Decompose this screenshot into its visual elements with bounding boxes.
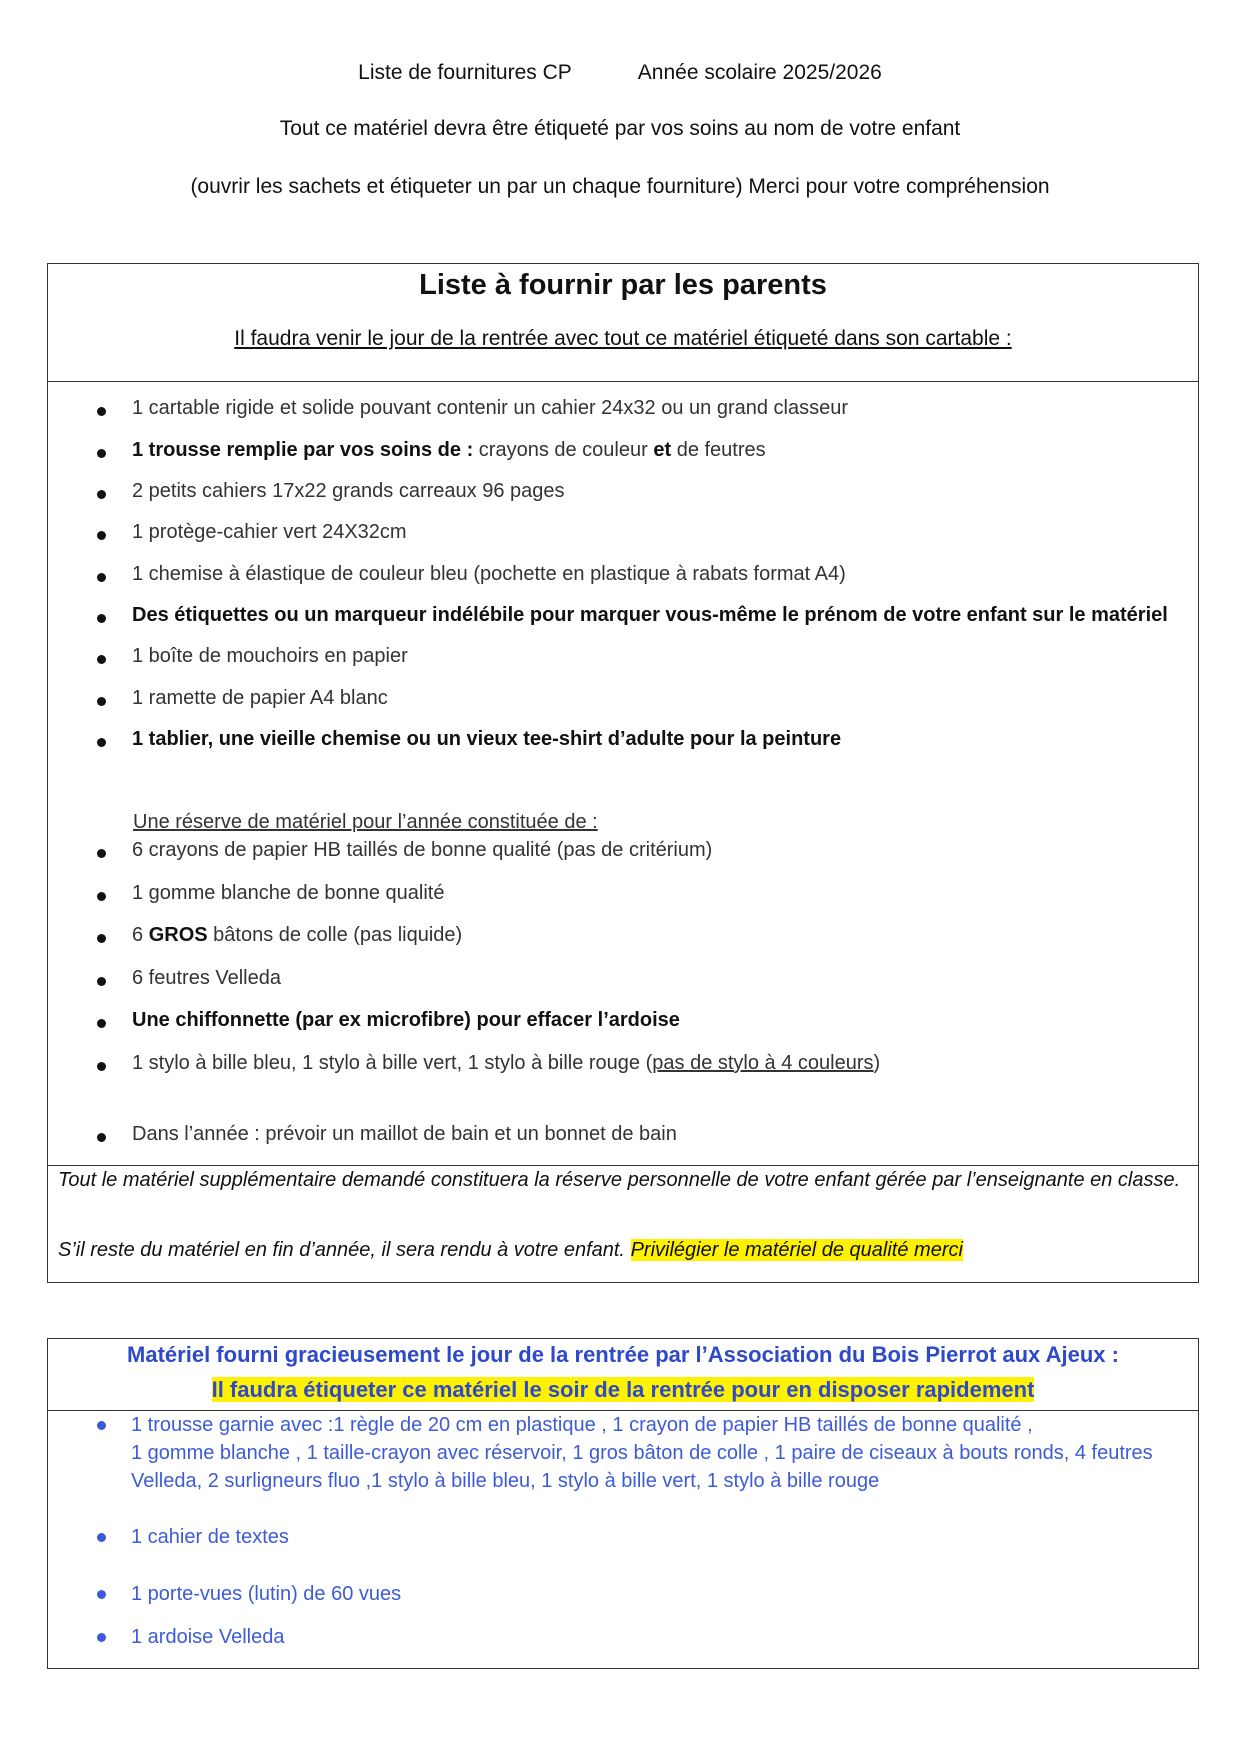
quality-note: S’il reste du matériel en fin d’année, il sera rendu à votre enfant. Privilégier le matériel de qualité merci [58,1239,963,1261]
school-year: Année scolaire 2025/2026 [637,61,882,84]
bullet [97,573,106,582]
list-item: 1 ramette de papier A4 blanc [85,687,388,710]
list-item: 1 boîte de mouchoirs en papier [85,645,408,668]
association-subtitle: Il faudra étiqueter ce matériel le soir de la rentrée pour en disposer rapidement [211,1377,1035,1402]
list-item: 6 feutres Velleda [85,967,281,990]
association-title: Matériel fourni gracieusement le jour de la rentrée par l’Association du Bois Pierrot aux Ajeux : [127,1342,1119,1367]
bullet [97,449,106,458]
list-item: Dans l’année : prévoir un maillot de bain et un bonnet de bain [85,1123,677,1146]
parents-subtitle: Il faudra venir le jour de la rentrée avec tout ce matériel étiqueté dans son cartable : [234,327,1012,350]
bullet [97,1421,106,1430]
parents-title: Liste à fournir par les parents [419,269,827,301]
highlight-text: Privilégier le matériel de qualité merci [630,1239,963,1261]
header-line-3: (ouvrir les sachets et étiqueter un par un chaque fourniture) Merci pour votre compréhension [190,175,1050,198]
bullet [97,1533,106,1542]
list-item: 6 crayons de papier HB taillés de bonne qualité (pas de critérium) [85,839,712,862]
list-item: 1 porte-vues (lutin) de 60 vues [85,1580,401,1608]
list-item: 1 trousse remplie par vos soins de : crayons de couleur et de feutres [85,439,766,462]
association-box [47,1338,1199,1669]
list-item: Une chiffonnette (par ex microfibre) pour effacer l’ardoise [85,1009,680,1032]
bullet [97,531,106,540]
divider [48,381,1198,382]
bullet [97,1590,106,1599]
list-item: 1 chemise à élastique de couleur bleu (pochette en plastique à rabats format A4) [85,563,846,586]
list-item: Des étiquettes ou un marqueur indélébile pour marquer vous-même le prénom de votre enfant sur le matériel [85,604,1168,627]
bullet [97,977,106,986]
list-item: 1 protège-cahier vert 24X32cm [85,521,407,544]
bullet [97,490,106,499]
reserve-note: Tout le matériel supplémentaire demandé constituera la réserve personnelle de votre enfant gérée par l’enseignante en classe. [58,1169,1181,1191]
bullet [97,934,106,943]
bullet [97,1133,106,1142]
header-line-1 [0,61,1240,85]
header-line-2: Tout ce matériel devra être étiqueté par vos soins au nom de votre enfant [279,117,961,140]
list-title: Liste de fournitures CP [358,61,572,84]
bullet [97,892,106,901]
bullet [97,738,106,747]
list-item: 6 GROS bâtons de colle (pas liquide) [85,924,462,947]
list-item: 1 gomme blanche de bonne qualité [85,882,444,905]
list-item: 1 cartable rigide et solide pouvant contenir un cahier 24x32 ou un grand classeur [85,397,848,420]
list-item: 1 cahier de textes [85,1523,289,1551]
list-item: 1 trousse garnie avec :1 règle de 20 cm en plastique , 1 crayon de papier HB taillés de bonne qualité , 1 gomme blanche , 1 taille-crayon avec réservoir, 1 gros bâton de colle , 1 paire de ciseaux à bouts ronds, 4 feutres Velleda, 2 surligneurs fluo ,1 stylo à bille bleu, 1 stylo à bille vert, 1 stylo à bille rouge [85,1411,1153,1495]
bullet [97,655,106,664]
list-item: 1 stylo à bille bleu, 1 stylo à bille vert, 1 stylo à bille rouge (pas de stylo à 4 couleurs) [85,1052,880,1075]
bullet [97,407,106,416]
bullet [97,1019,106,1028]
bullet [97,1633,106,1642]
bullet [97,697,106,706]
bullet [97,614,106,623]
list-item: 1 tablier, une vieille chemise ou un vieux tee-shirt d’adulte pour la peinture [85,728,841,751]
list-item: 2 petits cahiers 17x22 grands carreaux 96 pages [85,480,565,503]
list-item: 1 ardoise Velleda [85,1623,284,1651]
bullet [97,849,106,858]
reserve-label: Une réserve de matériel pour l’année constituée de : [133,811,598,833]
bullet [97,1062,106,1071]
